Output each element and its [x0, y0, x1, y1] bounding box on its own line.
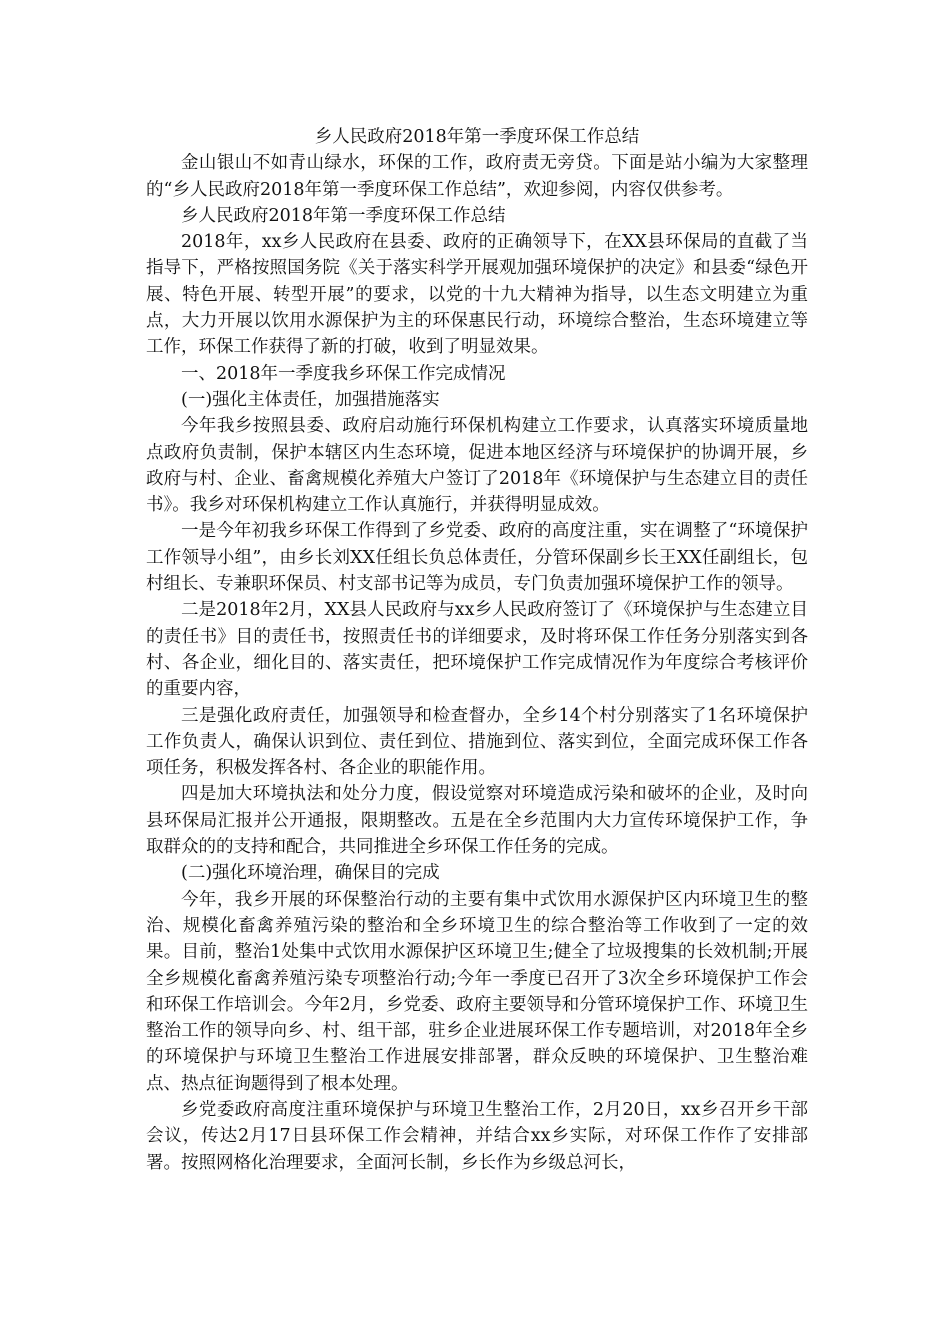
- subsection-heading-1: (一)强化主体责任，加强措施落实: [181, 389, 440, 410]
- body-paragraph: 一是今年初我乡环保工作得到了乡党委、政府的高度注重，实在调整了“环境保护工作领导小组”，由乡长刘XX任组长负总体责任，分管环保副乡长王XX任副组长，包村组长、专兼职环保员、村支部书记等为成员，专门负责加强环境保护工作的领导。: [146, 521, 808, 595]
- subtitle-paragraph: 乡人民政府2018年第一季度环保工作总结: [181, 205, 506, 226]
- intro-paragraph: 金山银山不如青山绿水，环保的工作，政府责无旁贷。下面是站小编为大家整理的“乡人民政府2018年第一季度环保工作总结”，欢迎参阅，内容仅供参考。: [146, 153, 808, 200]
- section-heading-1: 一、2018年一季度我乡环保工作完成情况: [181, 363, 506, 384]
- document-title: 乡人民政府2018年第一季度环保工作总结: [314, 127, 640, 147]
- body-paragraph: 乡党委政府高度注重环境保护与环境卫生整治工作，2月20日，xx乡召开乡干部会议，传达2月17日县环保工作会精神，并结合xx乡实际，对环保工作作了安排部署。按照网格化治理要求，全面河长制，乡长作为乡级总河长，: [146, 1099, 808, 1173]
- body-paragraph: 今年，我乡开展的环保整治行动的主要有集中式饮用水源保护区内环境卫生的整治、规模化畜禽养殖污染的整治和全乡环境卫生的综合整治等工作收到了一定的效果。目前，整治1处集中式饮用水源保护区环境卫生;健全了垃圾搜集的长效机制;开展全乡规模化畜禽养殖污染专项整治行动;今年一季度已召开了3次全乡环境保护工作会和环保工作培训会。今年2月，乡党委、政府主要领导和分管环境保护工作、环境卫生整治工作的领导向乡、村、组干部，驻乡企业进展环保工作专题培训，对2018年全乡的环境保护与环境卫生整治工作进展安排部署，群众反映的环境保护、卫生整治难点、热点征询题得到了根本处理。: [146, 889, 808, 1094]
- overview-paragraph: 2018年，xx乡人民政府在县委、政府的正确领导下，在XX县环保局的直截了当指导下，严格按照国务院《关于落实科学开展观加强环境保护的决定》和县委“绿色开展、特色开展、转型开展”的要求，以党的十九大精神为指导，以生态文明建立为重点，大力开展以饮用水源保护为主的环保惠民行动，环境综合整治，生态环境建立等工作，环保工作获得了新的打破，收到了明显效果。: [146, 232, 808, 358]
- subsection-heading-2: (二)强化环境治理，确保目的完成: [181, 863, 440, 884]
- document-page: [146, 124, 808, 1176]
- body-paragraph: 三是强化政府责任，加强领导和检查督办，全乡14个村分别落实了1名环境保护工作负责人，确保认识到位、责任到位、措施到位、落实到位，全面完成环保工作各项任务，积极发挥各村、各企业的职能作用。: [146, 705, 808, 779]
- body-paragraph: 四是加大环境执法和处分力度，假设觉察对环境造成污染和破坏的企业，及时向县环保局汇报并公开通报，限期整改。五是在全乡范围内大力宣传环境保护工作，争取群众的的支持和配合，共同推进全乡环保工作任务的完成。: [146, 784, 808, 858]
- body-paragraph: 二是2018年2月，XX县人民政府与xx乡人民政府签订了《环境保护与生态建立目的责任书》目的责任书，按照责任书的详细要求，及时将环保工作任务分别落实到各村、各企业，细化目的、落实责任，把环境保护工作完成情况作为年度综合考核评价的重要内容，: [146, 600, 808, 700]
- body-paragraph: 今年我乡按照县委、政府启动施行环保机构建立工作要求，认真落实环境质量地点政府负责制，保护本辖区内生态环境，促进本地区经济与环境保护的协调开展，乡政府与村、企业、畜禽规模化养殖大户签订了2018年《环境保护与生态建立目的责任书》。我乡对环保机构建立工作认真施行，并获得明显成效。: [146, 416, 808, 516]
